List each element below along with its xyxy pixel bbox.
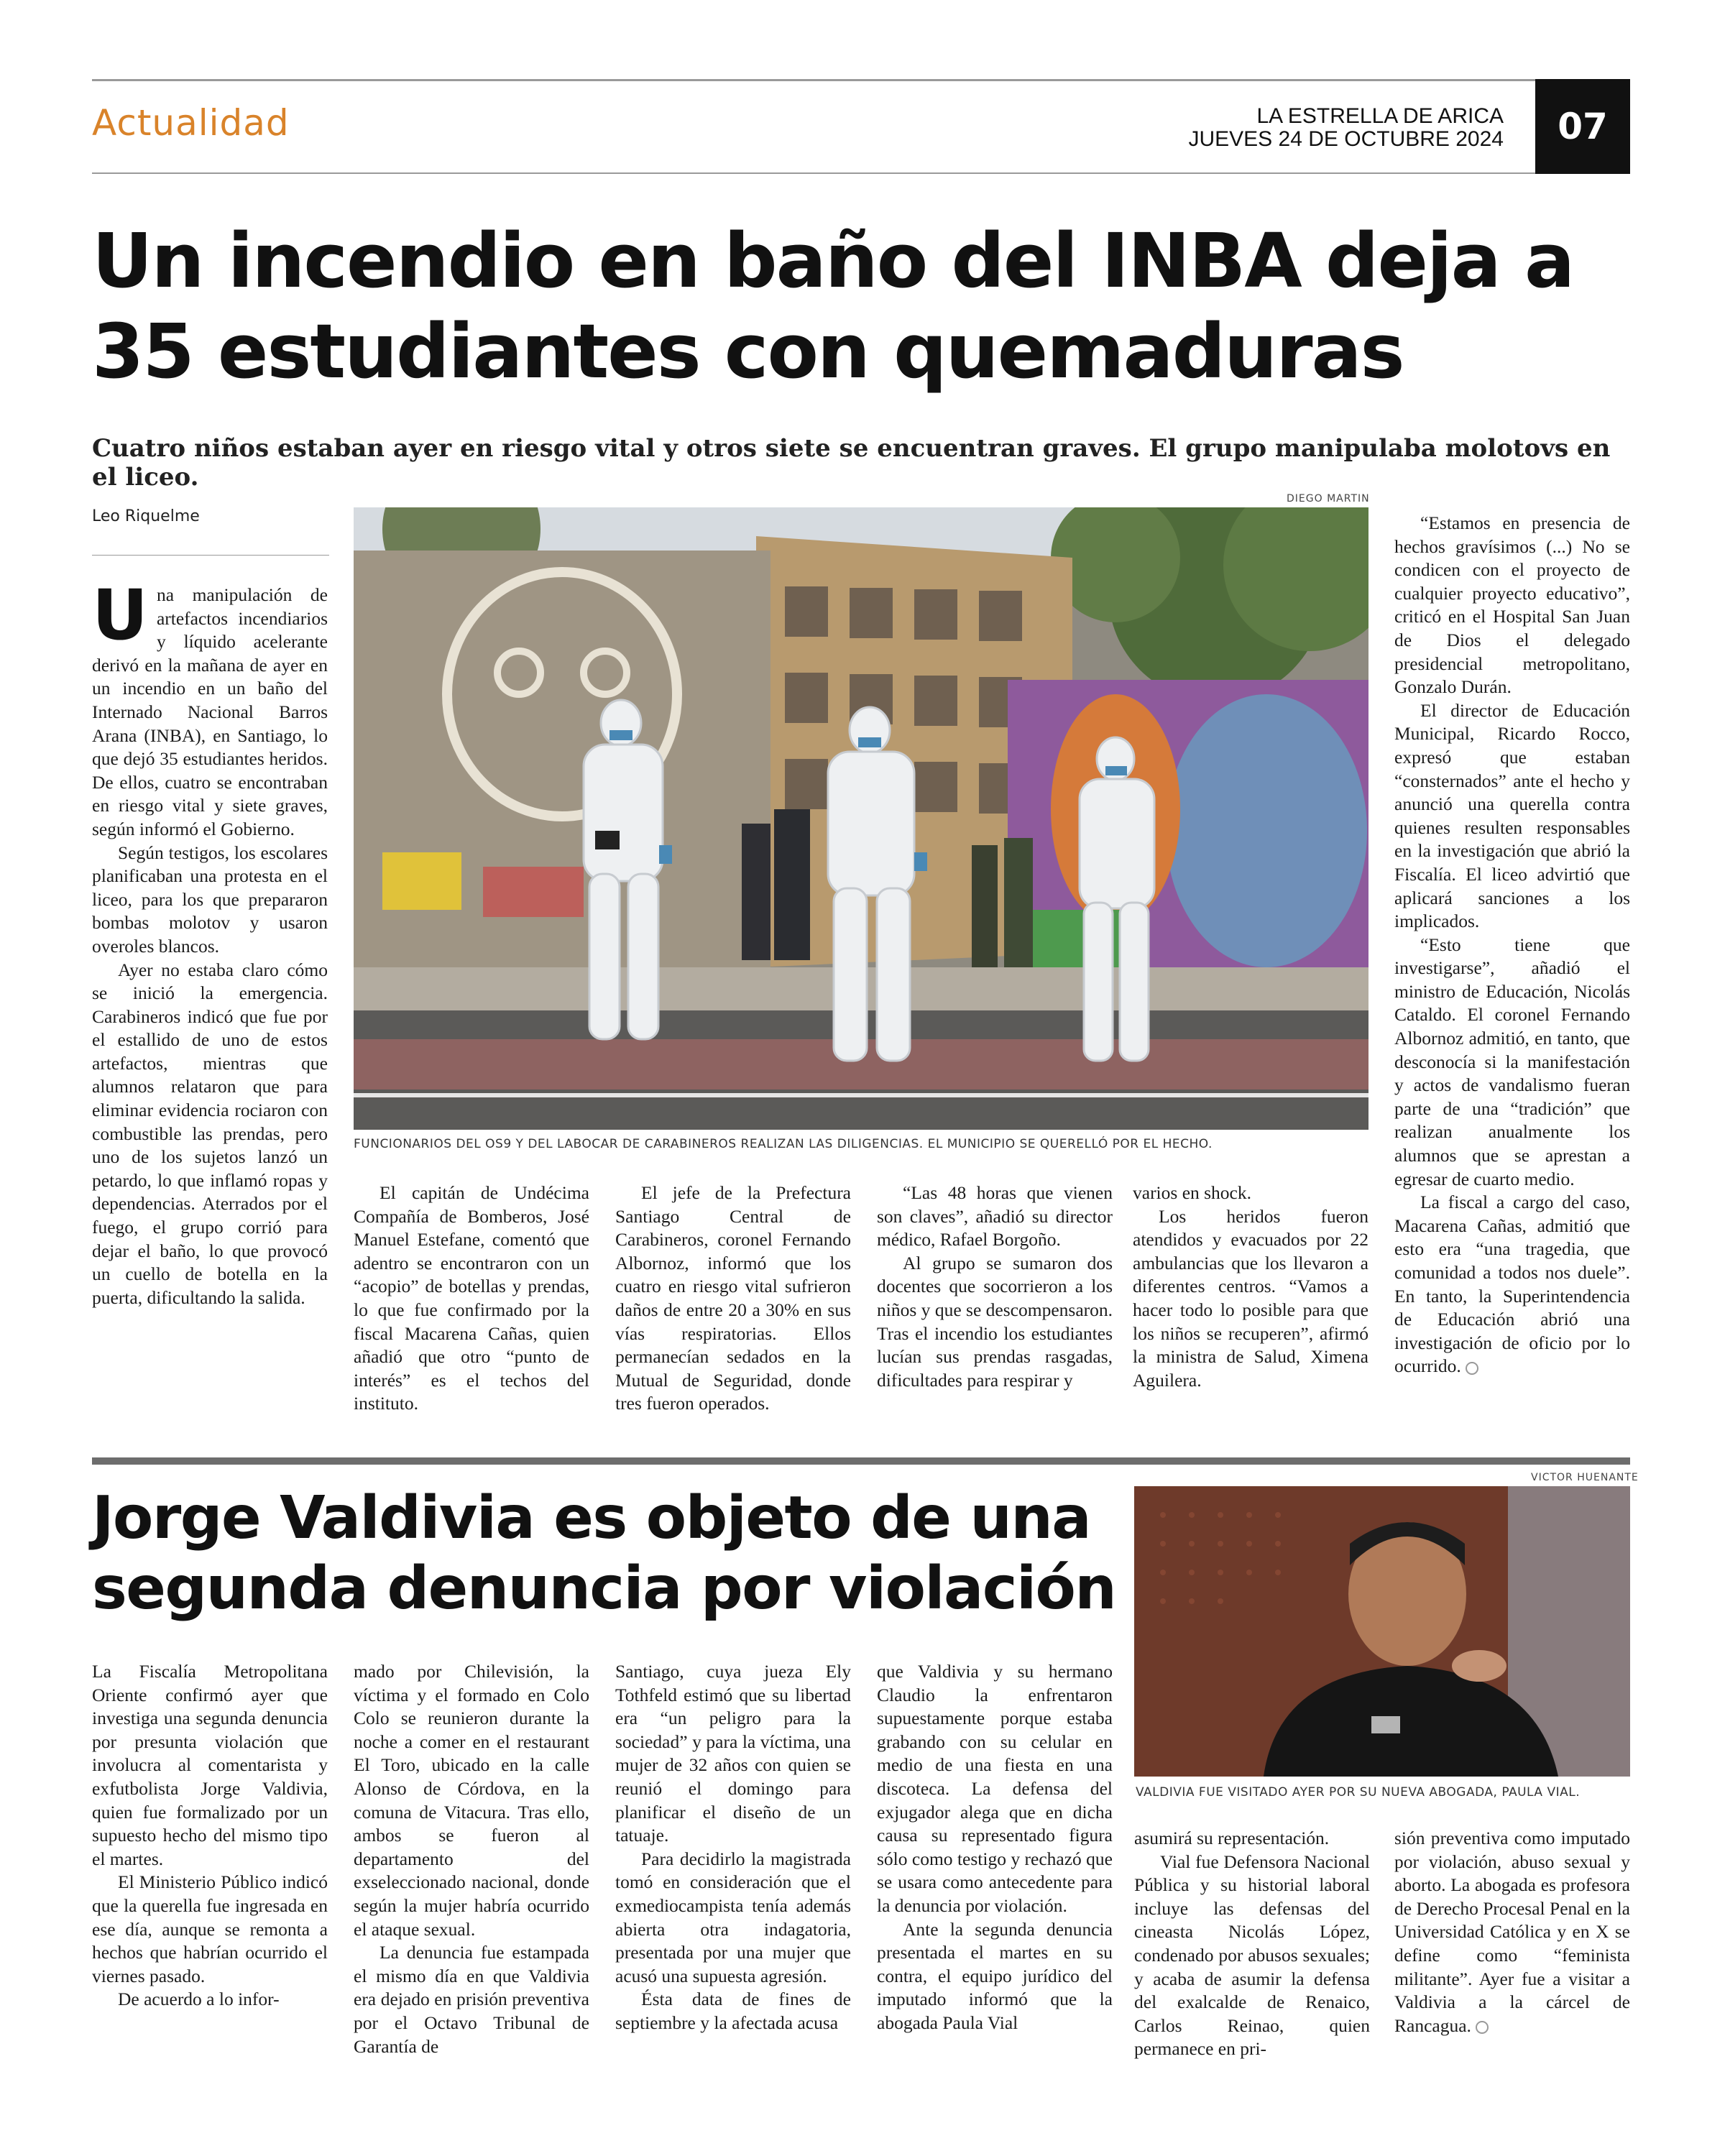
article2-col3-paragraph-1: Santiago, cuya jueza Ely Tothfeld estimó que su libertad era “un peligro para la sociedad” y para la víctima, una mujer de 32 años con quien se reunió el domingo para planificar el diseño de un tatuaje. — [615, 1661, 851, 1846]
article-end-icon — [1476, 2021, 1489, 2034]
article2-col1-paragraph-1: La Fiscalía Metropolitana Oriente confirmó ayer que investiga una segunda denuncia por presunta violación que involucra al comentarista y exfutbolista Jorge Valdivia, quien fue formalizado por un supuesto hecho del mismo tipo el martes. — [92, 1661, 328, 1869]
article2-col2-paragraph-1: mado por Chilevisión, la víctima y el formado en Colo Colo se reunieron durante la noche a comer en el restaurant El Toro, ubicado en la calle Alonso de Córdova, en la comuna de Vitacura. Tras ello, ambos se fueron al departamento del exseleccionado nacional, donde según la mujer habría ocurrido el ataque sexual. — [354, 1661, 589, 1940]
article2-col1-paragraph-3: De acuerdo a lo infor- — [118, 1989, 280, 2010]
article1-byline: Leo Riquelme — [92, 507, 200, 525]
article1-column-4 — [877, 1181, 1113, 1422]
article2-photo-caption: VALDIVIA FUE VISITADO AYER POR SU NUEVA ABOGADA, PAULA VIAL. — [1136, 1785, 1581, 1800]
paper-masthead — [1188, 105, 1504, 151]
article2-column-4 — [877, 1660, 1113, 2087]
article2-col4-paragraph-1: que Valdivia y su hermano Claudio la enfrentaron supuestamente porque estaba grabando con su celular en medio de una fiesta en una discoteca. La defensa del exjugador alega que en dicha causa su representado figura sólo como testigo y rechazó que se usara como antecedente para la denuncia por violación. — [877, 1661, 1113, 1916]
article1-photo — [354, 507, 1368, 1130]
article-divider — [92, 1457, 1630, 1465]
article1-col6-paragraph-2: El director de Educación Municipal, Ricardo Rocco, expresó que estaban “consternados” ante el hecho y anunció una querella contra quienes resulten responsables en la investigación que abrió la Fiscalía. El liceo advirtió que aplicará sanciones a los implicados. — [1394, 699, 1630, 932]
article1-col1-paragraph-2: Según testigos, los escolares planificaban una protesta en el liceo, para los que prepararon bombas molotov y usaron overoles blancos. — [92, 842, 328, 957]
article-end-icon — [1466, 1362, 1478, 1375]
article2-col3-paragraph-3: Ésta data de fines de septiembre y la afectada acusa — [615, 1989, 851, 2033]
article2-column-3 — [615, 1660, 851, 2087]
article2-col6-paragraph-1-text: sión preventiva como imputado por violación, abuso sexual y aborto. La abogada es profesora de Derecho Procesal Penal en la Universidad Católica y en X se define como “feminista militante”. Ayer fue a visitar a Valdivia a la cárcel de Rancagua. — [1394, 1828, 1630, 2036]
article1-col6-paragraph-1: “Estamos en presencia de hechos gravísimos (...) No se condicen con el proyecto de cualquier proyecto educativo”, criticó en el Hospital San Juan de Dios el delegado presidencial metropolitano, Gonzalo Durán. — [1394, 512, 1630, 698]
article2-headline-line2: segunda denuncia por violación — [92, 1554, 1116, 1623]
article2-column-5 — [1134, 1827, 1370, 2087]
article2-column-1 — [92, 1660, 328, 2087]
article1-column-2 — [354, 1181, 589, 1422]
article2-col4-paragraph-2: Ante la segunda denuncia presentada el martes en su contra, el equipo jurídico del imputado informó que la abogada Paula Vial — [877, 1918, 1113, 2033]
article2-col3-paragraph-2: Para decidirlo la magistrada tomó en consideración que el exmediocampista tenía además abierta otra indagatoria, presentada por una mujer que acusó una supuesta agresión. — [615, 1848, 851, 1986]
article1-column-5 — [1133, 1181, 1368, 1422]
article2-col2-paragraph-2: La denuncia fue estampada el mismo día en que Valdivia era dejado en prisión preventiva por el Octavo Tribunal de Garantía de — [354, 1942, 589, 2057]
article1-column-1 — [92, 584, 328, 1422]
valdivia-portrait-illustration — [1134, 1486, 1630, 1777]
article1-headline-line1: Un incendio en baño del INBA deja a — [92, 217, 1574, 305]
issue-date: JUEVES 24 DE OCTUBRE 2024 — [1188, 127, 1504, 151]
forensic-scene-illustration — [354, 507, 1368, 1130]
article2-column-6 — [1394, 1827, 1630, 2087]
article1-col4-paragraph-2: Al grupo se sumaron dos docentes que socorrieron a los niños y que se descompensaron. Tras el incendio los estudiantes lucían sus prendas rasgadas, dificultades para respirar y — [877, 1252, 1113, 1391]
article1-col5-paragraph-2: Los heridos fueron atendidos y evacuados por 22 ambulancias que los llevaron a diferentes centros. “Vamos a hacer todo lo posible para que los niños se recuperen”, afirmó la ministra de Salud, Ximena Aguilera. — [1133, 1205, 1368, 1391]
article1-headline — [92, 216, 1573, 397]
article1-col1-paragraph-3: Ayer no estaba claro cómo se inició la emergencia. Carabineros indicó que fue por el estallido de uno de estos artefactos, mientras que alumnos relataron que para eliminar evidencia rociaron con combustible las prendas, pero uno de los sujetos lanzó un petardo, lo que inflamó ropas y dependencias. Aterrados por el fuego, el grupo corrió para dejar el baño, lo que provocó un cuello de botella en la puerta, dificultando la salida. — [92, 959, 328, 1308]
byline-rule — [92, 555, 329, 556]
header-bottom-rule — [92, 172, 1535, 174]
section-label: Actualidad — [92, 102, 290, 144]
top-rule — [92, 79, 1535, 81]
article2-photo-credit: VICTOR HUENANTE — [1531, 1472, 1639, 1483]
article1-col3-paragraph-1: El jefe de la Prefectura Santiago Central de Carabineros, coronel Fernando Albornoz, informó que los cuatro en riesgo vital sufrieron daños de entre 20 a 30% en sus vías respiratorias. Ellos permanecían sedados en la Mutual de Seguridad, donde tres fueron operados. — [615, 1182, 851, 1414]
article1-subheadline: Cuatro niños estaban ayer en riesgo vital y otros siete se encuentran graves. El grupo manipulaba molotovs en el liceo. — [92, 434, 1611, 492]
article2-headline-line1: Jorge Valdivia es objeto de una — [92, 1484, 1091, 1552]
article1-col1-paragraph-1: na manipulación de artefactos incendiarios y líquido acelerante derivó en la mañana de ayer en un incendio en un baño del Internado Nacional Barros Arana (INBA), en Santiago, lo que dejó 35 estudiantes heridos. De ellos, cuatro se encontraban en riesgo vital y siete graves, según informó el Gobierno. — [92, 584, 328, 839]
article1-column-6 — [1394, 512, 1630, 1422]
article2-col5-paragraph-1: asumirá su representación. — [1134, 1828, 1330, 1848]
article1-dropcap: U — [92, 584, 148, 655]
article1-col5-paragraph-1: varios en shock. — [1133, 1182, 1252, 1203]
article2-headline — [92, 1483, 1116, 1624]
article1-col6-paragraph-3: “Esto tiene que investigarse”, añadió el ministro de Educación, Nicolás Cataldo. El coronel Fernando Albornoz admitió, en tanto, que desconocía si la manifestación y actos de vandalismo fueran parte de una “tradición” que realizan anualmente los alumnos que se aprestan a egresar de cuarto medio. — [1394, 934, 1630, 1189]
article2-col6-paragraph-1 — [1394, 1827, 1630, 2037]
page-number: 07 — [1535, 79, 1630, 174]
article1-column-3 — [615, 1181, 851, 1422]
paper-name: LA ESTRELLA DE ARICA — [1256, 104, 1504, 128]
article1-col2-paragraph-1: El capitán de Undécima Compañía de Bomberos, José Manuel Estefane, comentó que adentro se encontraron con un “acopio” de botellas y prendas, lo que fue confirmado por la fiscal Macarena Cañas, quien añadió que otro “punto de interés” es el techos del instituto. — [354, 1182, 589, 1414]
article1-col4-paragraph-1: “Las 48 horas que vienen son claves”, añadió su director médico, Rafael Borgoño. — [877, 1182, 1113, 1250]
article2-col1-paragraph-2: El Ministerio Público indicó que la querella fue ingresada en ese día, aunque se remonta a hechos que habrían ocurrido el viernes pasado. — [92, 1871, 328, 1986]
article1-col6-paragraph-4-text: La fiscal a cargo del caso, Macarena Cañas, admitió que esto era “una tragedia, que comunidad a todos nos duele”. En tanto, la Superintendencia de Educación abrió una investigación de oficio por lo ocurrido. — [1394, 1192, 1630, 1377]
article2-column-2 — [354, 1660, 589, 2087]
article1-headline-line2: 35 estudiantes con quemaduras — [92, 308, 1404, 395]
article2-col5-paragraph-2: Vial fue Defensora Nacional Pública y su historial laboral incluye las defensas del cineasta Nicolás López, condenado por abusos sexuales; y acaba de asumir la defensa del exalcalde de Renaico, Carlos Reinao, quien permanece en pri- — [1134, 1851, 1370, 2060]
article1-col6-paragraph-4 — [1394, 1191, 1630, 1378]
article2-photo — [1134, 1486, 1630, 1777]
article1-photo-credit: DIEGO MARTIN — [1287, 493, 1370, 505]
article1-photo-caption: FUNCIONARIOS DEL OS9 Y DEL LABOCAR DE CARABINEROS REALIZAN LAS DILIGENCIAS. EL MUNICIPIO SE QUERELLÓ POR EL HECHO. — [354, 1137, 1213, 1151]
